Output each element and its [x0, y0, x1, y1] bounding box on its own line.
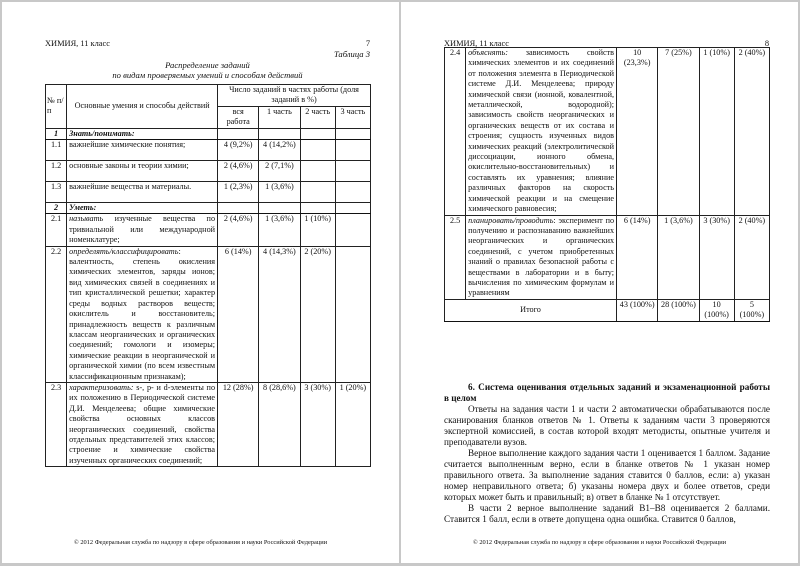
page-footer: © 2012 Федеральная служба по надзору в сфере образования и науки Российской Федерации [472, 539, 727, 546]
table-row: 1.3 важнейшие вещества и материалы. 1 (2,3%) 1 (3,6%) [46, 182, 371, 203]
paragraph: Верное выполнение каждого задания части 1 оценивается 1 баллом. Задание считается выполненным верно, если в бланке ответов № 1 указан номер правильного ответа. За выполнение задания ставится 0 баллов, если: а) указан номер неправильного ответа; б) указаны номера двух и более ответов, среди которых может быть и правильный; в) ответ в бланке № 1 отсутствует. [444, 448, 770, 502]
col-header-no: № п/п [46, 85, 67, 129]
col-header-part3: 3 часть [335, 106, 370, 128]
table-header-row [46, 85, 371, 107]
col-header-part2: 2 часть [300, 106, 335, 128]
table-row: 1.2 основные законы и теории химии; 2 (4,6%) 2 (7,1%) [46, 161, 371, 182]
col-header-part1: 1 часть [259, 106, 300, 128]
col-header-group: Число заданий в частях работы (доля заданий в %) [218, 85, 371, 107]
table-section-row: 1 Знать/понимать: [46, 128, 371, 139]
body-text [444, 404, 770, 525]
table-total-row: Итого 43 (100%) 28 (100%) 10 (100%) 5 (100%) [445, 299, 770, 321]
page-footer: © 2012 Федеральная служба по надзору в сфере образования и науки Российской Федерации [73, 539, 328, 546]
table-label: Таблица 3 [333, 49, 370, 59]
running-header [45, 39, 370, 48]
col-header-skill: Основные умения и способы действий [67, 85, 218, 129]
table-row: 1.1 важнейшие химические понятия; 4 (9,2%) 4 (14,2%) [46, 140, 371, 161]
page-number: 8 [764, 39, 769, 48]
page-number: 7 [365, 39, 370, 48]
paragraph: В части 2 верное выполнение заданий В1–В8 оценивается 2 баллами. Ставится 1 балл, если в ответе допущена одна ошибка. Ставится 0 баллов, [444, 503, 770, 524]
table-title-line1: Распределение заданий [165, 60, 250, 70]
table-row: 2.1 называть изученные вещества по тривиальной или международной номенклатуре; 2 (4,6%) 1 (3,6%) 1 (10%) [46, 214, 371, 246]
header-subject: ХИМИЯ, 11 класс [444, 39, 509, 48]
header-subject: ХИМИЯ, 11 класс [45, 39, 110, 48]
section-heading: 6. Система оценивания отдельных заданий и экзаменационной работы в целом [444, 382, 770, 403]
table-row: 2.2 определять/классифицировать: валентность, степень окисления химических элементов, заряды ионов; вид химических связей в соединениях и тип кристаллической решетки; характер среды водных растворов веществ; окислитель и восстановитель; принадлежность веществ к различным классам неорганических и органических соединений; гомологи и изомеры; химические реакции в неорганической и органической химии (по всем известным классификационным признакам); 6 (14%) 4 (14,3%) 2 (20%) [46, 246, 371, 382]
skills-distribution-table [45, 84, 371, 467]
paragraph: Ответы на задания части 1 и части 2 автоматически обрабатываются после сканирования бланков ответов № 1. Ответы к заданиям части 3 проверяются экспертной комиссией, в состав которой входят методисты, опытные учителя и преподаватели вузов. [444, 404, 770, 447]
table-row: 2.3 характеризовать: s-, p- и d-элементы по их положению в Периодической системе Д.И. Менделеева; общие химические свойства основных классов неорганических соединений, свойства отдельных представителей этих классов; строение и химические свойства изученных органических соединений; 12 (28%) 8 (28,6%) 3 (30%) 1 (20%) [46, 382, 371, 466]
table-row: 2.5 планировать/проводить: эксперимент по получению и распознаванию важнейших неорганических и органических соединений, с учетом приобретенных знаний о правилах безопасной работы с веществами в лаборатории и в быту; вычисления по химическим формулам и уравнениям 6 (14%) 1 (3,6%) 3 (30%) 2 (40%) [445, 215, 770, 299]
skills-distribution-table-continued [444, 47, 770, 322]
page-7 [2, 2, 399, 563]
col-header-all: вся работа [218, 106, 259, 128]
table-title-line2: по видам проверяемых умений и способам действий [112, 70, 303, 80]
table-section-row: 2 Уметь: [46, 203, 371, 214]
total-label: Итого [445, 299, 617, 321]
page-8 [401, 2, 798, 563]
table-row: 2.4 объяснять: зависимость свойств химических элементов и их соединений от положения элемента в Периодической системе Д.И. Менделеева; природу химической связи (ионной, ковалентной, металлической, водородной); зависимость свойств неорганических и органических веществ от их состава и строения; сущность изученных видов химических реакций (электролитической диссоциации, ионного обмена, окислительно-восстановительных) и составлять их уравнения; влияние различных факторов на скорость химической реакции и на смещение химического равновесия; 10 (23,3%) 7 (25%) 1 (10%) 2 (40%) [445, 48, 770, 216]
